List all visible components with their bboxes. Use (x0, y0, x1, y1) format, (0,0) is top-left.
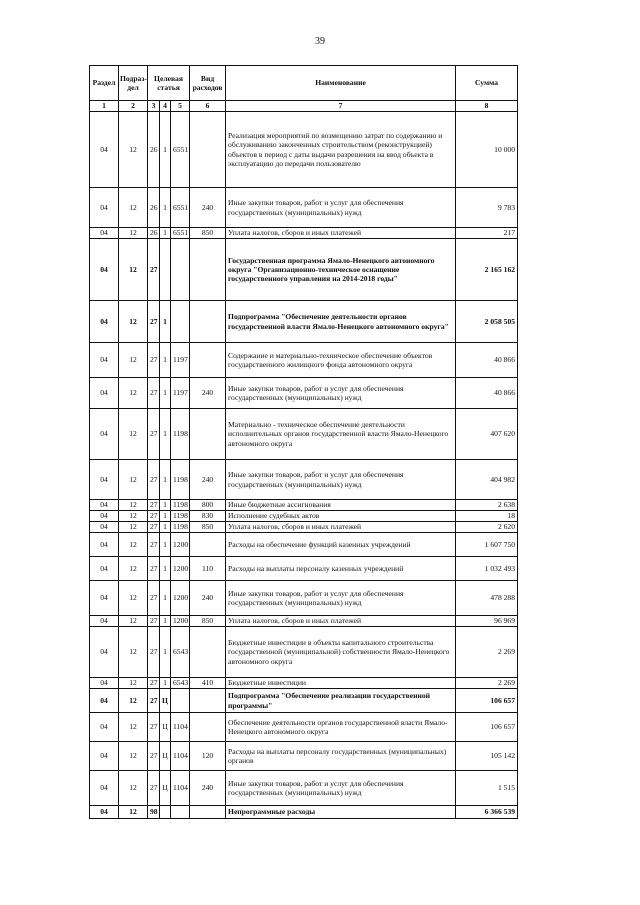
cell-podrazdel: 12 (119, 533, 148, 557)
cell-expense-type: 800 (190, 500, 226, 511)
cell-name: Иные закупки товаров, работ и услуг для обеспечения государственных (муниципальных) нужд (226, 378, 456, 409)
cell-article-a: 27 (148, 500, 160, 511)
cell-article-c: 6551 (171, 112, 190, 188)
cell-razdel: 04 (90, 409, 119, 460)
cell-article-b: 1 (160, 678, 171, 689)
cell-sum: 1 515 (456, 771, 518, 806)
cell-article-b: 1 (160, 112, 171, 188)
cell-expense-type: 830 (190, 511, 226, 522)
cell-sum: 407 620 (456, 409, 518, 460)
cell-expense-type: 410 (190, 678, 226, 689)
table-row (90, 500, 518, 511)
cell-article-a: 27 (148, 533, 160, 557)
table-row (90, 522, 518, 533)
cell-article-a: 26 (148, 188, 160, 228)
cell-razdel: 04 (90, 228, 119, 239)
cell-article-c: 1197 (171, 378, 190, 409)
cell-article-c: 6551 (171, 188, 190, 228)
cell-article-b: 1 (160, 343, 171, 378)
cell-article-b: 1 (160, 188, 171, 228)
cell-article-a: 27 (148, 343, 160, 378)
cell-article-a: 98 (148, 806, 160, 819)
cell-name: Обеспечение деятельности органов государственной власти Ямало-Ненецкого автономного округа (226, 713, 456, 742)
cell-expense-type: 850 (190, 228, 226, 239)
cell-article-b: Ц (160, 713, 171, 742)
cell-sum: 404 982 (456, 460, 518, 500)
cell-article-c: 1198 (171, 500, 190, 511)
cell-article-c: 1200 (171, 557, 190, 581)
cell-podrazdel: 12 (119, 228, 148, 239)
cell-name: Уплата налогов, сборов и иных платежей (226, 616, 456, 627)
cell-expense-type: 240 (190, 460, 226, 500)
cell-article-b: 1 (160, 228, 171, 239)
cell-podrazdel: 12 (119, 713, 148, 742)
cell-expense-type (190, 343, 226, 378)
column-number: 7 (226, 101, 456, 112)
cell-sum: 1 032 493 (456, 557, 518, 581)
table-row (90, 409, 518, 460)
table-row (90, 713, 518, 742)
cell-article-a: 27 (148, 627, 160, 678)
cell-name: Иные закупки товаров, работ и услуг для обеспечения государственных (муниципальных) нужд (226, 460, 456, 500)
cell-sum: 6 366 539 (456, 806, 518, 819)
table-row (90, 557, 518, 581)
cell-article-b: 1 (160, 460, 171, 500)
cell-name: Иные закупки товаров, работ и услуг для обеспечения государственных (муниципальных) нужд (226, 771, 456, 806)
cell-sum: 40 866 (456, 343, 518, 378)
cell-razdel: 04 (90, 627, 119, 678)
cell-podrazdel: 12 (119, 689, 148, 713)
header-row (90, 66, 518, 101)
table-row (90, 511, 518, 522)
cell-expense-type (190, 713, 226, 742)
cell-razdel: 04 (90, 806, 119, 819)
cell-article-a: 27 (148, 581, 160, 616)
cell-razdel: 04 (90, 742, 119, 771)
table-row (90, 581, 518, 616)
table-row (90, 112, 518, 188)
cell-podrazdel: 12 (119, 616, 148, 627)
table-row (90, 627, 518, 678)
cell-expense-type (190, 239, 226, 301)
cell-name: Содержание и материально-техническое обеспечение объектов государственного жилищного фонда автономного округа (226, 343, 456, 378)
cell-article-a: 27 (148, 522, 160, 533)
cell-name: Материально - техническое обеспечение деятельности исполнительных органов государственной власти Ямало-Ненецкого автономного округа (226, 409, 456, 460)
cell-sum: 2 269 (456, 678, 518, 689)
cell-expense-type (190, 627, 226, 678)
cell-sum: 40 866 (456, 378, 518, 409)
cell-article-a: 27 (148, 301, 160, 343)
cell-name: Иные закупки товаров, работ и услуг для обеспечения государственных (муниципальных) нужд (226, 581, 456, 616)
cell-expense-type (190, 689, 226, 713)
column-number: 3 (148, 101, 160, 112)
cell-razdel: 04 (90, 343, 119, 378)
header-podrazdel: Подраз-дел (119, 66, 148, 101)
cell-article-b: Ц (160, 742, 171, 771)
cell-expense-type (190, 112, 226, 188)
cell-article-a: 27 (148, 689, 160, 713)
cell-name: Подпрограмма "Обеспечение деятельности органов государственной власти Ямало-Ненецкого автономного округа" (226, 301, 456, 343)
cell-article-a: 26 (148, 112, 160, 188)
cell-article-b (160, 239, 171, 301)
cell-razdel: 04 (90, 460, 119, 500)
cell-article-c: 1198 (171, 409, 190, 460)
cell-podrazdel: 12 (119, 678, 148, 689)
cell-podrazdel: 12 (119, 460, 148, 500)
cell-podrazdel: 12 (119, 557, 148, 581)
cell-name: Подпрограмма "Обеспечение реализации государственной программы" (226, 689, 456, 713)
cell-expense-type (190, 409, 226, 460)
cell-name: Бюджетные инвестиции в объекты капитального строительства государственной (муниципальной) собственности Ямало-Ненецкого автономного округа (226, 627, 456, 678)
cell-razdel: 04 (90, 678, 119, 689)
cell-podrazdel: 12 (119, 742, 148, 771)
cell-name: Уплата налогов, сборов и иных платежей (226, 522, 456, 533)
cell-article-b: 1 (160, 557, 171, 581)
cell-razdel: 04 (90, 500, 119, 511)
cell-razdel: 04 (90, 581, 119, 616)
cell-article-a: 27 (148, 713, 160, 742)
budget-table (89, 65, 518, 819)
cell-sum: 10 000 (456, 112, 518, 188)
cell-razdel: 04 (90, 522, 119, 533)
cell-article-c: 1198 (171, 460, 190, 500)
cell-podrazdel: 12 (119, 500, 148, 511)
cell-name: Государственная программа Ямало-Ненецкого автономного округа "Организационно-техническое оснащение государственного управления на 2014-2018 годы" (226, 239, 456, 301)
cell-name: Иные бюджетные ассигнования (226, 500, 456, 511)
cell-sum: 2 638 (456, 500, 518, 511)
table-row (90, 460, 518, 500)
cell-sum: 1 607 750 (456, 533, 518, 557)
cell-article-b: 1 (160, 409, 171, 460)
table-row (90, 742, 518, 771)
cell-article-a: 27 (148, 557, 160, 581)
table-row (90, 689, 518, 713)
cell-expense-type: 240 (190, 378, 226, 409)
cell-article-b (160, 806, 171, 819)
cell-article-c: 1200 (171, 533, 190, 557)
cell-article-c: 1104 (171, 771, 190, 806)
cell-article-a: 27 (148, 239, 160, 301)
cell-expense-type (190, 533, 226, 557)
cell-podrazdel: 12 (119, 522, 148, 533)
table-body (90, 112, 518, 819)
cell-name: Бюджетные инвестиции (226, 678, 456, 689)
cell-sum: 478 288 (456, 581, 518, 616)
header-razdel: Раздел (90, 66, 119, 101)
cell-sum: 2 058 505 (456, 301, 518, 343)
table-row (90, 343, 518, 378)
cell-name: Непрограммные расходы (226, 806, 456, 819)
cell-name: Расходы на выплаты персоналу казенных учреждений (226, 557, 456, 581)
cell-sum: 106 657 (456, 713, 518, 742)
header-expense-type: Вид расходов (190, 66, 226, 101)
cell-razdel: 04 (90, 713, 119, 742)
cell-article-c: 1104 (171, 742, 190, 771)
cell-expense-type: 850 (190, 616, 226, 627)
column-number: 2 (119, 101, 148, 112)
cell-article-a: 27 (148, 771, 160, 806)
cell-article-b: Ц (160, 689, 171, 713)
cell-name: Иные закупки товаров, работ и услуг для обеспечения государственных (муниципальных) нужд (226, 188, 456, 228)
cell-expense-type: 850 (190, 522, 226, 533)
cell-expense-type: 240 (190, 188, 226, 228)
cell-article-b: 1 (160, 616, 171, 627)
cell-article-b: Ц (160, 771, 171, 806)
cell-article-a: 27 (148, 742, 160, 771)
cell-razdel: 04 (90, 616, 119, 627)
cell-expense-type (190, 301, 226, 343)
table-row (90, 533, 518, 557)
cell-article-c (171, 806, 190, 819)
cell-article-b: 1 (160, 301, 171, 343)
cell-sum: 217 (456, 228, 518, 239)
cell-article-c: 6543 (171, 627, 190, 678)
cell-podrazdel: 12 (119, 771, 148, 806)
cell-podrazdel: 12 (119, 343, 148, 378)
cell-razdel: 04 (90, 533, 119, 557)
column-number: 8 (456, 101, 518, 112)
cell-expense-type: 240 (190, 771, 226, 806)
cell-article-c: 1200 (171, 581, 190, 616)
cell-article-c (171, 301, 190, 343)
cell-razdel: 04 (90, 378, 119, 409)
cell-podrazdel: 12 (119, 806, 148, 819)
table-row (90, 806, 518, 819)
cell-article-a: 26 (148, 228, 160, 239)
cell-article-b: 1 (160, 522, 171, 533)
table-row (90, 616, 518, 627)
cell-razdel: 04 (90, 771, 119, 806)
column-number-row (90, 101, 518, 112)
cell-razdel: 04 (90, 188, 119, 228)
table-row (90, 301, 518, 343)
cell-article-c: 1200 (171, 616, 190, 627)
cell-sum: 9 783 (456, 188, 518, 228)
cell-name: Исполнение судебных актов (226, 511, 456, 522)
cell-article-b: 1 (160, 627, 171, 678)
column-number: 4 (160, 101, 171, 112)
cell-razdel: 04 (90, 112, 119, 188)
cell-sum: 2 620 (456, 522, 518, 533)
header-name: Наименование (226, 66, 456, 101)
cell-sum: 2 269 (456, 627, 518, 678)
cell-name: Реализация мероприятий по возмещению затрат по содержанию и обслуживанию законченных строительством (реконструкцией) объектов в период с даты выдачи разрешения на ввод объекта в эксплуатацию до передачи пользователю (226, 112, 456, 188)
cell-name: Расходы на обеспечение функций казенных учреждений (226, 533, 456, 557)
cell-razdel: 04 (90, 511, 119, 522)
cell-article-a: 27 (148, 409, 160, 460)
cell-podrazdel: 12 (119, 409, 148, 460)
cell-expense-type: 110 (190, 557, 226, 581)
cell-article-b: 1 (160, 511, 171, 522)
cell-sum: 2 165 162 (456, 239, 518, 301)
header-sum: Сумма (456, 66, 518, 101)
cell-podrazdel: 12 (119, 581, 148, 616)
cell-podrazdel: 12 (119, 188, 148, 228)
cell-razdel: 04 (90, 239, 119, 301)
cell-razdel: 04 (90, 557, 119, 581)
cell-podrazdel: 12 (119, 511, 148, 522)
cell-podrazdel: 12 (119, 239, 148, 301)
cell-podrazdel: 12 (119, 378, 148, 409)
cell-article-b: 1 (160, 378, 171, 409)
cell-podrazdel: 12 (119, 301, 148, 343)
cell-article-c: 6551 (171, 228, 190, 239)
cell-article-a: 27 (148, 460, 160, 500)
column-number: 6 (190, 101, 226, 112)
cell-article-c: 1198 (171, 511, 190, 522)
column-number: 1 (90, 101, 119, 112)
cell-article-b: 1 (160, 581, 171, 616)
cell-article-b: 1 (160, 533, 171, 557)
cell-article-c: 1104 (171, 713, 190, 742)
table-row (90, 188, 518, 228)
header-target-article: Целевая статья (148, 66, 190, 101)
cell-article-a: 27 (148, 511, 160, 522)
cell-article-c (171, 239, 190, 301)
cell-article-c (171, 689, 190, 713)
cell-podrazdel: 12 (119, 627, 148, 678)
cell-article-a: 27 (148, 616, 160, 627)
cell-article-a: 27 (148, 378, 160, 409)
cell-sum: 105 142 (456, 742, 518, 771)
cell-article-b: 1 (160, 500, 171, 511)
cell-name: Расходы на выплаты персоналу государственных (муниципальных) органов (226, 742, 456, 771)
cell-expense-type: 120 (190, 742, 226, 771)
table-row (90, 239, 518, 301)
page-number: 39 (315, 36, 325, 47)
cell-sum: 106 657 (456, 689, 518, 713)
table-row (90, 678, 518, 689)
cell-name: Уплата налогов, сборов и иных платежей (226, 228, 456, 239)
cell-sum: 18 (456, 511, 518, 522)
table-row (90, 378, 518, 409)
cell-razdel: 04 (90, 689, 119, 713)
cell-article-c: 1198 (171, 522, 190, 533)
cell-sum: 96 969 (456, 616, 518, 627)
table-row (90, 228, 518, 239)
cell-expense-type: 240 (190, 581, 226, 616)
cell-razdel: 04 (90, 301, 119, 343)
cell-podrazdel: 12 (119, 112, 148, 188)
cell-article-a: 27 (148, 678, 160, 689)
table-row (90, 771, 518, 806)
cell-article-c: 1197 (171, 343, 190, 378)
cell-expense-type (190, 806, 226, 819)
cell-article-c: 6543 (171, 678, 190, 689)
column-number: 5 (171, 101, 190, 112)
